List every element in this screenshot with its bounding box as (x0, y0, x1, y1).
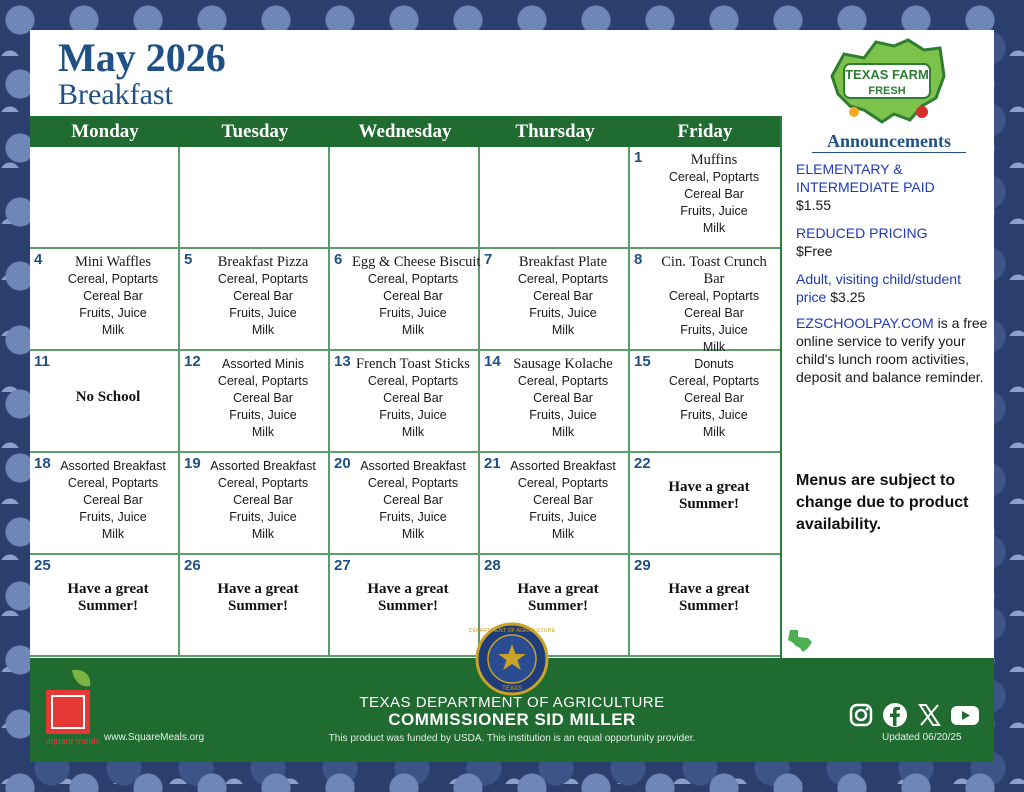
weekday-header: Friday (630, 116, 780, 147)
day-menu (502, 254, 624, 339)
day-menu (652, 356, 776, 441)
weekday-header: Tuesday (180, 116, 330, 147)
menu-item: Milk (101, 323, 125, 337)
menu-item: Cereal Bar (533, 493, 593, 507)
menu-item: Milk (702, 425, 726, 439)
calendar-day-cell (480, 453, 630, 555)
day-number: 22 (634, 455, 651, 472)
day-menu (502, 458, 624, 543)
svg-text:square meals: square meals (46, 736, 101, 746)
day-number: 4 (34, 251, 43, 268)
day-number: 21 (484, 455, 501, 472)
menu-item: Fruits, Juice (680, 204, 748, 218)
menu-item: Cereal Bar (533, 391, 593, 405)
day-number: 25 (34, 557, 51, 574)
day-number: 18 (34, 455, 51, 472)
day-menu (352, 356, 474, 441)
day-menu (52, 458, 174, 543)
menu-item: Cereal Bar (83, 493, 143, 507)
paid-pricing (796, 160, 988, 214)
ezschoolpay-info (796, 314, 988, 386)
calendar-day-cell (180, 555, 330, 657)
texas-state-icon (786, 628, 814, 654)
day-menu (202, 254, 324, 339)
x-icon[interactable] (916, 702, 942, 728)
ezschoolpay-link[interactable]: EZSCHOOLPAY.COM (796, 315, 934, 331)
menu-item: Milk (551, 527, 575, 541)
main-entree: Assorted Breakfast (510, 459, 616, 473)
calendar-day-cell (630, 147, 780, 249)
footer (30, 628, 994, 762)
calendar-day-cell (480, 147, 630, 249)
day-number: 6 (334, 251, 343, 268)
day-number: 26 (184, 557, 201, 574)
menu-item: Fruits, Juice (529, 510, 597, 524)
menu-item: Fruits, Juice (680, 323, 748, 337)
menu-disclaimer: Menus are subject to change due to product availability. (796, 472, 969, 533)
menu-item: Milk (251, 527, 275, 541)
day-special-note: Have a great Summer! (217, 581, 299, 614)
day-special-note: Have a great Summer! (367, 581, 449, 614)
day-number: 27 (334, 557, 351, 574)
menu-item: Milk (251, 425, 275, 439)
main-entree: Assorted Breakfast (360, 459, 466, 473)
updated-date: Updated 06/20/25 (882, 732, 962, 743)
commissioner-name: COMMISSIONER SID MILLER (388, 710, 636, 729)
menu-item: Cereal Bar (233, 289, 293, 303)
weekday-header: Thursday (480, 116, 630, 147)
youtube-icon[interactable] (950, 702, 976, 728)
menu-item: Milk (551, 323, 575, 337)
day-number: 28 (484, 557, 501, 574)
reduced-price: $Free (796, 243, 833, 259)
square-meals-url[interactable]: www.SquareMeals.org (104, 732, 205, 743)
day-number: 5 (184, 251, 193, 268)
menu-item: Cereal Bar (233, 493, 293, 507)
day-menu (502, 356, 624, 441)
menu-item: Cereal Bar (533, 289, 593, 303)
tda-seal-icon (468, 622, 556, 696)
calendar-day-cell (30, 147, 180, 249)
main-entree: Cin. Toast Crunch Bar (661, 254, 767, 287)
main-entree: Assorted Minis (222, 357, 304, 371)
menu-item: Cereal, Poptarts (367, 374, 459, 388)
calendar-day-cell (630, 555, 780, 657)
calendar-day-cell (30, 453, 180, 555)
day-menu (352, 254, 481, 339)
menu-item: Cereal, Poptarts (517, 476, 609, 490)
svg-text:TEXAS FARM: TEXAS FARM (845, 67, 929, 82)
main-entree: Breakfast Pizza (217, 254, 309, 270)
paid-price: $1.55 (796, 197, 832, 213)
menu-item: Fruits, Juice (379, 306, 447, 320)
main-entree: Mini Waffles (74, 254, 152, 270)
weekday-header: Wednesday (330, 116, 480, 147)
day-number: 13 (334, 353, 351, 370)
day-special-note: Have a great Summer! (668, 581, 750, 614)
main-entree: Breakfast Plate (518, 254, 608, 270)
day-number: 12 (184, 353, 201, 370)
day-menu (52, 254, 174, 339)
main-entree: Assorted Breakfast (210, 459, 316, 473)
page-subtitle: Breakfast (58, 78, 173, 111)
calendar-day-cell (330, 453, 480, 555)
day-special-note: Have a great Summer! (67, 581, 149, 614)
menu-item: Fruits, Juice (79, 510, 147, 524)
menu-item: Cereal Bar (684, 306, 744, 320)
page-title: May 2026 (58, 35, 226, 80)
main-entree: Muffins (690, 152, 738, 168)
menu-item: Cereal, Poptarts (367, 272, 459, 286)
menu-item: Cereal, Poptarts (668, 374, 760, 388)
calendar-day-cell (630, 249, 780, 354)
menu-item: Milk (101, 527, 125, 541)
menu-item: Fruits, Juice (680, 408, 748, 422)
main-entree: Donuts (694, 357, 734, 371)
menu-item: Cereal Bar (383, 493, 443, 507)
calendar-day-cell (480, 249, 630, 351)
calendar-day-cell (30, 351, 180, 453)
menu-item: Milk (401, 527, 425, 541)
menu-item: Cereal, Poptarts (517, 374, 609, 388)
texas-farm-fresh-logo (824, 36, 948, 126)
menu-item: Cereal Bar (383, 289, 443, 303)
calendar-day-cell (630, 351, 780, 453)
day-menu (202, 356, 324, 441)
svg-text:TEXAS: TEXAS (502, 686, 522, 692)
weekday-header: Monday (30, 116, 180, 147)
menu-item: Milk (401, 323, 425, 337)
day-menu (352, 458, 474, 543)
menu-item: Fruits, Juice (229, 510, 297, 524)
adult-price: $3.25 (830, 289, 866, 305)
menu-item: Cereal Bar (684, 187, 744, 201)
calendar-day-cell (630, 453, 780, 555)
menu-item: Cereal, Poptarts (67, 272, 159, 286)
calendar-day-cell (30, 555, 180, 657)
calendar-day-cell (330, 555, 480, 657)
day-menu (652, 254, 776, 356)
svg-text:FRESH: FRESH (868, 85, 906, 97)
day-number: 15 (634, 353, 651, 370)
day-number: 14 (484, 353, 501, 370)
menu-item: Milk (702, 340, 726, 354)
calendar-day-cell (180, 249, 330, 351)
calendar-day-cell (180, 453, 330, 555)
paid-label: ELEMENTARY & INTERMEDIATE PAID (796, 161, 935, 195)
calendar-day-cell (480, 351, 630, 453)
announcements-title: Announcements (812, 130, 966, 153)
menu-item: Milk (702, 221, 726, 235)
calendar-day-cell (180, 147, 330, 249)
instagram-icon[interactable] (848, 702, 874, 728)
menu-item: Fruits, Juice (229, 306, 297, 320)
agency-name: TEXAS DEPARTMENT OF AGRICULTURE (359, 694, 665, 711)
menu-item: Cereal, Poptarts (67, 476, 159, 490)
day-number: 1 (634, 149, 643, 166)
reduced-label: REDUCED PRICING (796, 225, 928, 241)
main-entree: French Toast Sticks (356, 356, 470, 372)
menu-item: Cereal, Poptarts (668, 289, 760, 303)
day-number: 29 (634, 557, 651, 574)
menu-item: Cereal, Poptarts (217, 476, 309, 490)
main-entree: Egg & Cheese Biscuit (352, 254, 481, 270)
day-special-note: Have a great Summer! (668, 479, 750, 512)
menu-item: Cereal, Poptarts (517, 272, 609, 286)
main-entree: Sausage Kolache (513, 356, 613, 372)
day-number: 8 (634, 251, 643, 268)
menu-item: Milk (401, 425, 425, 439)
calendar-day-cell (330, 147, 480, 249)
day-number: 11 (34, 353, 50, 370)
calendar-day-cell (330, 249, 480, 351)
funding-disclaimer: This product was funded by USDA. This institution is an equal opportunity provider. (328, 733, 696, 744)
menu-sheet (30, 30, 994, 762)
adult-label: Adult, visiting child/student price (796, 271, 961, 305)
menu-item: Fruits, Juice (529, 408, 597, 422)
svg-text:DEPARTMENT OF AGRICULTURE: DEPARTMENT OF AGRICULTURE (468, 628, 556, 634)
menu-item: Fruits, Juice (529, 306, 597, 320)
menu-item: Cereal, Poptarts (367, 476, 459, 490)
calendar-day-cell (180, 351, 330, 453)
facebook-icon[interactable] (882, 702, 908, 728)
adult-pricing (796, 270, 988, 306)
menu-item: Cereal, Poptarts (217, 272, 309, 286)
day-menu (202, 458, 324, 543)
menu-item: Fruits, Juice (229, 408, 297, 422)
menu-item: Fruits, Juice (379, 408, 447, 422)
day-number: 19 (184, 455, 201, 472)
menu-item: Cereal, Poptarts (668, 170, 760, 184)
day-menu (652, 152, 776, 237)
menu-item: Fruits, Juice (79, 306, 147, 320)
social-links (848, 702, 976, 728)
menu-item: Milk (551, 425, 575, 439)
calendar-day-cell (30, 249, 180, 351)
ezschoolpay-text: is a free online service to verify your child's lunch room activities, deposit and balance reminder. (796, 315, 988, 385)
menu-item: Cereal Bar (233, 391, 293, 405)
day-special-note: No School (75, 389, 141, 405)
main-entree: Assorted Breakfast (60, 459, 166, 473)
day-special-note: Have a great Summer! (517, 581, 599, 614)
menu-item: Cereal Bar (83, 289, 143, 303)
reduced-pricing (796, 224, 988, 260)
day-number: 7 (484, 251, 493, 268)
menu-item: Cereal, Poptarts (217, 374, 309, 388)
menu-item: Cereal Bar (383, 391, 443, 405)
day-number: 20 (334, 455, 351, 472)
menu-item: Fruits, Juice (379, 510, 447, 524)
menu-item: Milk (251, 323, 275, 337)
menu-item: Cereal Bar (684, 391, 744, 405)
sidebar (782, 30, 994, 658)
calendar-day-cell (330, 351, 480, 453)
